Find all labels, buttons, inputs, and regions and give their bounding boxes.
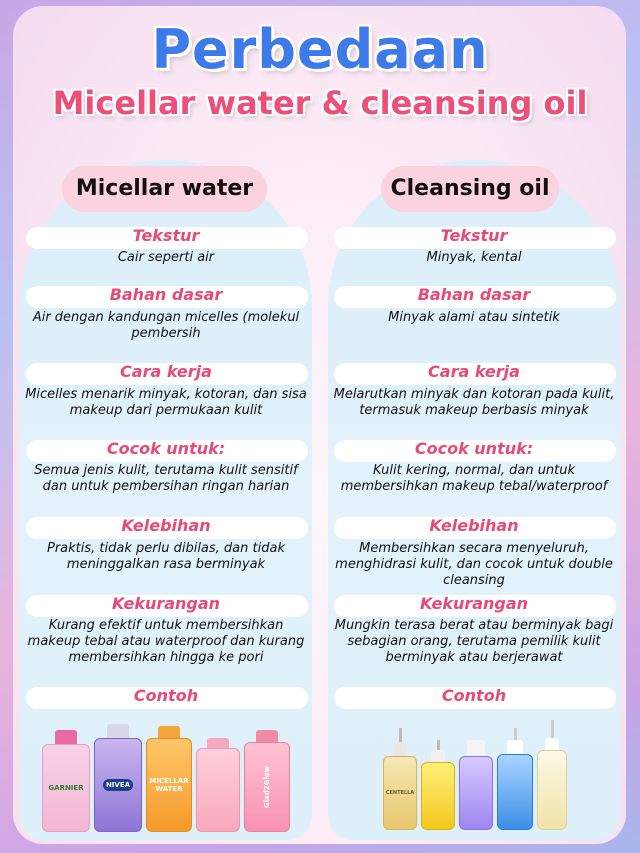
micellar-water-products	[46, 712, 286, 832]
right-text-bahan-dasar: Minyak alami atau sintetik	[388, 310, 560, 325]
nivea-bottle	[94, 724, 142, 832]
product-label: MICELLAR WATER	[149, 777, 189, 793]
clear-oil-bottle	[537, 720, 567, 830]
page-title: Perbedaan	[151, 18, 489, 81]
left-text-kelebihan: Praktis, tidak perlu dibilas, dan tidak meninggalkan rasa berminyak	[47, 541, 285, 572]
right-heading-bahan-dasar: Bahan dasar	[417, 285, 531, 304]
left-heading-bahan-dasar: Bahan dasar	[109, 285, 223, 304]
right-heading-kelebihan: Kelebihan	[429, 516, 519, 535]
right-heading-cara-kerja: Cara kerja	[428, 362, 520, 381]
right-heading-contoh: Contoh	[441, 686, 507, 705]
left-text-cocok-untuk: Semua jenis kulit, terutama kulit sensitif dan untuk pembersihan ringan harian	[34, 463, 298, 494]
cleansing-oil-products	[370, 712, 580, 830]
page-subtitle: Micellar water & cleansing oil	[52, 84, 588, 122]
left-text-bahan-dasar: Air dengan kandungan micelles (molekul pembersih	[32, 310, 300, 341]
purple-oil-bottle	[459, 740, 493, 830]
micellar-water-title-pill: Micellar water	[62, 166, 267, 212]
product-label: GARNIER	[48, 784, 84, 792]
right-text-kekurangan: Mungkin terasa berat atau berminyak bagi sebagian orang, terutama pemilik kulit berminyak atau berjerawat	[334, 618, 614, 665]
left-heading-cara-kerja: Cara kerja	[120, 362, 212, 381]
left-heading-tekstur: Tekstur	[132, 226, 200, 245]
left-text-kekurangan: Kurang efektif untuk membersihkan makeup tebal atau waterproof dan kurang membersihkan hingga ke pori	[27, 618, 305, 665]
pink-bottle	[196, 738, 240, 832]
right-heading-kekurangan: Kekurangan	[419, 594, 529, 613]
left-heading-contoh: Contoh	[133, 686, 199, 705]
product-label: CENTELLA	[385, 790, 415, 796]
cleansing-oil-title-pill: Cleansing oil	[381, 166, 559, 212]
left-heading-cocok-untuk: Cocok untuk:	[106, 439, 226, 458]
right-text-kelebihan: Membersihkan secara menyeluruh, menghidrasi kulit, dan cocok untuk double cleansing	[335, 541, 613, 588]
left-heading-kekurangan: Kekurangan	[111, 594, 221, 613]
garnier-bottle	[42, 730, 90, 832]
orange-micellar-bottle	[146, 726, 192, 832]
glad2glow-bottle	[244, 730, 290, 832]
left-text-tekstur: Cair seperti air	[117, 250, 215, 265]
left-heading-kelebihan: Kelebihan	[121, 516, 211, 535]
right-heading-cocok-untuk: Cocok untuk:	[414, 439, 534, 458]
yellow-oil-bottle	[421, 740, 455, 830]
right-text-tekstur: Minyak, kental	[426, 250, 522, 265]
right-text-cocok-untuk: Kulit kering, normal, dan untuk membersihkan makeup tebal/waterproof	[340, 463, 608, 494]
right-heading-tekstur: Tekstur	[440, 226, 508, 245]
left-text-cara-kerja: Micelles menarik minyak, kotoran, dan sisa makeup dari permukaan kulit	[25, 387, 307, 418]
centella-oil-bottle	[383, 728, 417, 830]
product-label: Glad2Glow	[262, 765, 271, 809]
product-label: NIVEA	[103, 779, 133, 791]
right-text-cara-kerja: Melarutkan minyak dan kotoran pada kulit, termasuk makeup berbasis minyak	[333, 387, 615, 418]
blue-oil-bottle	[497, 728, 533, 830]
